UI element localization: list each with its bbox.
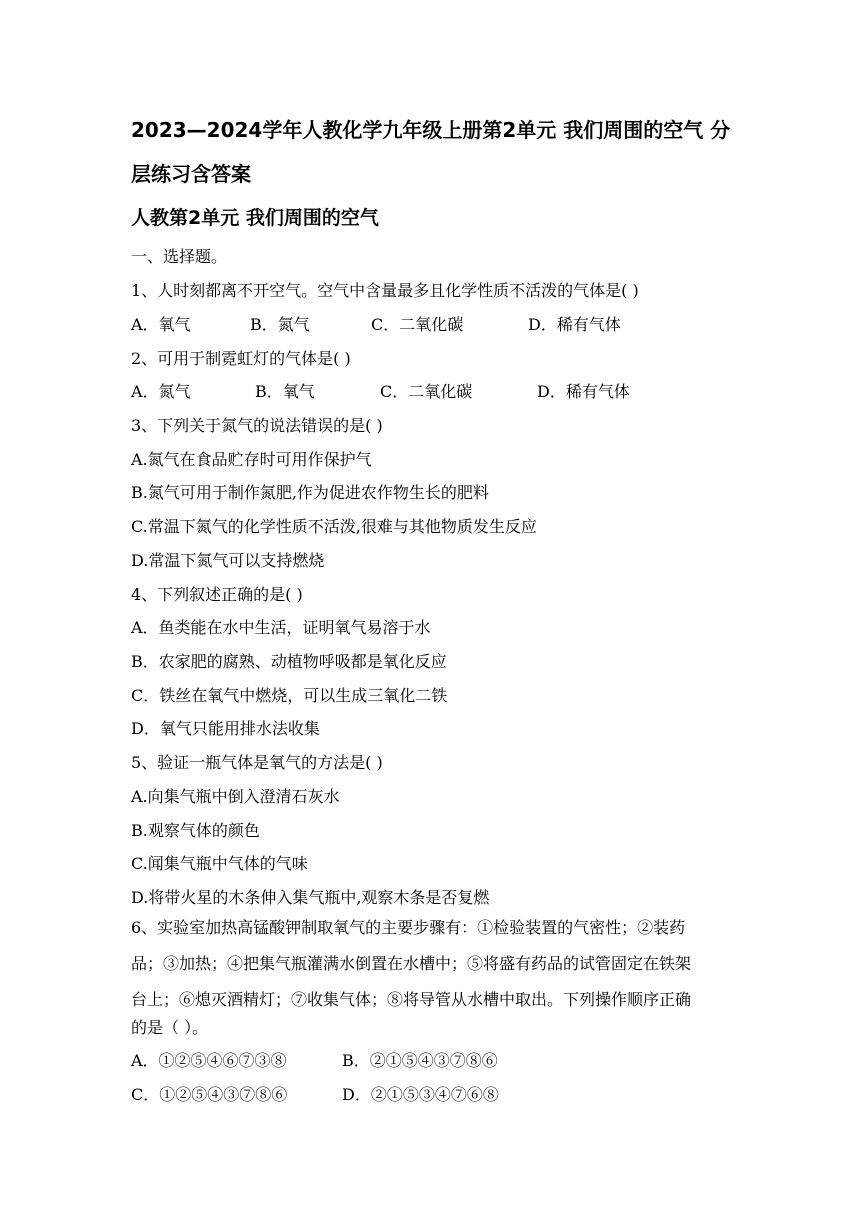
unit-heading: 人教第2单元 我们周围的空气 [131,207,379,229]
question-6-option-c: C．①②⑤④③⑦⑧⑥ [131,1085,288,1104]
question-6-stem-line-3: 台上；⑥熄灭酒精灯；⑦收集气体；⑧将导管从水槽中取出。下列操作顺序正确 [131,990,692,1009]
question-6-options-row-2 [131,1084,731,1106]
question-2-stem: 2、可用于制霓虹灯的气体是( ) [131,349,351,368]
question-3-option-d: D.常温下氮气可以支持燃烧 [131,551,325,570]
question-1-option-c: C．二氧化碳 [371,315,464,334]
question-2-options [131,381,731,403]
question-3-stem: 3、下列关于氮气的说法错误的是( ) [131,416,383,435]
question-1-stem: 1、人时刻都离不开空气。空气中含量最多且化学性质不活泼的气体是( ) [131,281,639,300]
question-6-option-d: D．②①⑤③④⑦⑥⑧ [342,1085,499,1104]
question-5-option-b: B.观察气体的颜色 [131,821,260,840]
question-2-option-d: D．稀有气体 [537,382,630,401]
question-4-option-d: D．氧气只能用排水法收集 [131,719,320,738]
document-title-line-1: 2023—2024学年人教化学九年级上册第2单元 我们周围的空气 分 [131,118,731,142]
question-4-option-b: B．农家肥的腐熟、动植物呼吸都是氧化反应 [131,652,447,671]
question-2-option-c: C．二氧化碳 [380,382,473,401]
question-6-stem-line-2: 品；③加热；④把集气瓶灌满水倒置在水槽中；⑤将盛有药品的试管固定在铁架 [131,954,692,973]
question-6-stem-line-4: 的是（ ）。 [131,1018,209,1037]
question-1-options [131,314,731,336]
question-5-option-c: C.闻集气瓶中气体的气味 [131,854,308,873]
question-3-option-a: A.氮气在食品贮存时可用作保护气 [131,450,372,469]
question-3-option-b: B.氮气可用于制作氮肥,作为促进农作物生长的肥料 [131,483,489,502]
question-6-stem-line-1: 6、实验室加热高锰酸钾制取氧气的主要步骤有：①检验装置的气密性；②装药 [131,918,686,937]
question-4-stem: 4、下列叙述正确的是( ) [131,585,303,604]
question-1-option-b: B．氮气 [250,315,310,334]
question-1-option-a: A．氧气 [131,315,191,334]
question-6-option-b: B．②①⑤④③⑦⑧⑥ [342,1051,498,1070]
question-2-option-b: B．氧气 [255,382,315,401]
question-6-options-row-1 [131,1050,731,1072]
question-5-stem: 5、验证一瓶气体是氧气的方法是( ) [131,753,383,772]
question-1-option-d: D．稀有气体 [528,315,621,334]
section-heading: 一、选择题。 [131,247,228,266]
document-title-line-2: 层练习含答案 [131,162,251,186]
question-6-option-a: A．①②⑤④⑥⑦③⑧ [131,1051,287,1070]
question-5-option-a: A.向集气瓶中倒入澄清石灰水 [131,787,340,806]
question-2-option-a: A．氮气 [131,382,191,401]
question-5-option-d: D.将带火星的木条伸入集气瓶中,观察木条是否复燃 [131,888,490,907]
question-4-option-c: C．铁丝在氧气中燃烧，可以生成三氧化二铁 [131,686,448,705]
question-3-option-c: C.常温下氮气的化学性质不活泼,很难与其他物质发生反应 [131,517,537,536]
question-4-option-a: A．鱼类能在水中生活，证明氧气易溶于水 [131,618,431,637]
